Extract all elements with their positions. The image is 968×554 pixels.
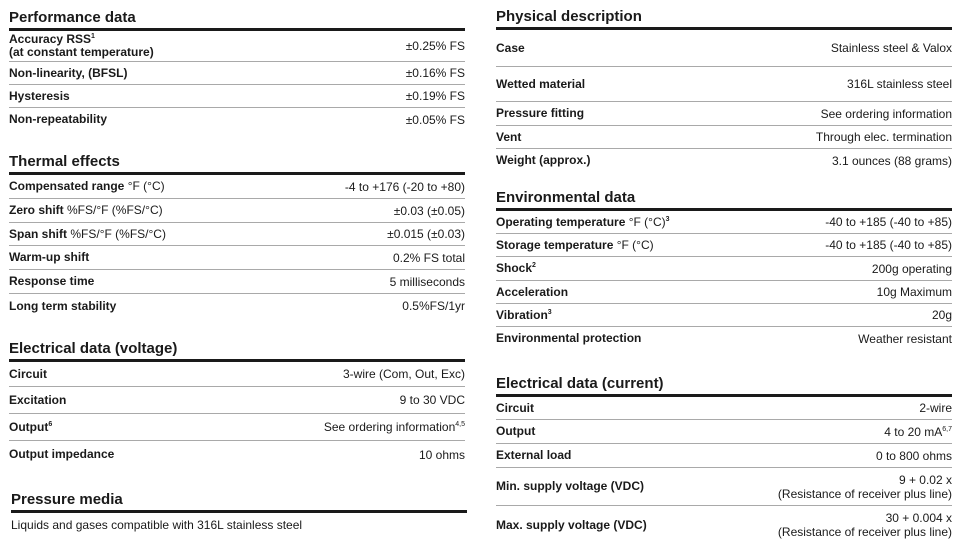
table-row	[9, 31, 465, 62]
row-value: 0.5%FS/1yr	[402, 299, 465, 313]
row-label: Vent	[496, 129, 522, 144]
row-label: Wetted material	[496, 76, 586, 91]
row-label: Non-repeatability	[9, 112, 108, 126]
table-row	[496, 126, 952, 149]
row-label: Shock$^2$	[496, 261, 536, 275]
row-value: 5 milliseconds	[389, 274, 465, 289]
table-row	[496, 234, 952, 257]
table-row	[9, 223, 465, 246]
table-row	[496, 444, 952, 468]
table-row	[496, 257, 952, 281]
row-label: Environmental protection	[496, 331, 642, 345]
table-row	[9, 175, 465, 199]
table-row	[496, 67, 952, 102]
row-label: Hysteresis	[9, 88, 70, 103]
thermal-section	[9, 152, 465, 318]
row-label: Vibration$^3$	[496, 307, 552, 322]
pressure-media-text: Liquids and gases compatible with 316L stainless steel	[11, 518, 303, 532]
table-row	[496, 102, 952, 126]
row-value: 30 + 0.004 x (Resistance of receiver plus line)	[777, 511, 952, 539]
row-value: 3.1 ounces (88 grams)	[831, 153, 952, 168]
table-row	[496, 397, 952, 420]
row-value: ±0.05% FS	[405, 112, 465, 127]
section-title: Electrical data (voltage)	[9, 340, 178, 357]
table-row	[9, 270, 465, 294]
physical-table	[496, 30, 952, 172]
row-label: Pressure fitting	[496, 106, 585, 120]
row-value: 2-wire	[919, 401, 952, 415]
section-title: Electrical data (current)	[496, 375, 664, 392]
electrical-voltage-section	[9, 339, 465, 468]
table-row	[9, 387, 465, 414]
table-row	[9, 362, 465, 387]
row-label: Output impedance	[9, 447, 115, 461]
row-value: See ordering information$^{4,5}$	[323, 420, 465, 434]
row-value: 10g Maximum	[876, 285, 952, 299]
row-value: 3-wire (Com, Out, Exc)	[342, 367, 465, 381]
row-label: Response time	[9, 274, 95, 288]
table-row	[9, 62, 465, 85]
row-label: Min. supply voltage (VDC)	[496, 479, 645, 493]
row-label: Output	[496, 424, 536, 438]
table-row	[9, 199, 465, 223]
table-row	[496, 281, 952, 304]
pressure-media-section	[11, 490, 467, 532]
table-row	[496, 149, 952, 172]
row-value: ±0.25% FS	[405, 39, 465, 53]
row-value: ±0.16% FS	[405, 66, 465, 80]
row-value: See ordering information	[820, 106, 952, 121]
table-row	[9, 414, 465, 441]
row-value: 9 to 30 VDC	[399, 393, 465, 407]
row-value: -4 to +176 (-20 to +80)	[344, 179, 465, 194]
performance-table	[9, 31, 465, 131]
row-label: Non-linearity, (BFSL)	[9, 65, 128, 80]
row-label: Acceleration	[496, 284, 569, 299]
row-label: Circuit	[9, 366, 48, 381]
table-row	[496, 327, 952, 350]
row-value: ±0.19% FS	[405, 89, 465, 103]
environmental-section	[496, 188, 952, 350]
row-label: Compensated range °F (°C)	[9, 179, 165, 193]
row-value: 4 to 20 mA$^{6,7}$	[884, 424, 952, 439]
electrical-current-table	[496, 397, 952, 544]
table-row	[9, 441, 465, 468]
row-label: Excitation	[9, 392, 67, 407]
table-row	[9, 246, 465, 270]
table-row	[496, 304, 952, 327]
row-label: Zero shift %FS/°F (%FS/°C)	[9, 203, 163, 217]
electrical-voltage-table	[9, 362, 465, 468]
row-value: 10 ohms	[418, 447, 465, 462]
row-label: Weight (approx.)	[496, 153, 591, 167]
table-row	[9, 294, 465, 318]
section-title: Environmental data	[496, 189, 636, 206]
row-value: Weather resistant	[858, 331, 952, 346]
environmental-table	[496, 211, 952, 350]
row-label: External load	[496, 448, 572, 462]
row-label: Accuracy RSS$^1$ (at constant temperature)	[9, 32, 154, 59]
electrical-current-section	[496, 374, 952, 544]
row-label: Long term stability	[9, 298, 117, 313]
row-label: Case	[496, 40, 525, 55]
table-row	[496, 211, 952, 234]
row-label: Operating temperature °F $(^\circ C)^3$	[496, 214, 670, 229]
row-value: 200g operating	[871, 261, 952, 276]
row-value: -40 to +185 (-40 to +85)	[825, 215, 952, 229]
row-value: Stainless steel & Valox	[830, 41, 952, 55]
row-label: Warm-up shift	[9, 250, 90, 264]
row-label: Span shift %FS/°F (%FS/°C)	[9, 226, 166, 241]
row-value: 20g	[931, 308, 952, 322]
row-label: Circuit	[496, 400, 535, 415]
row-value: -40 to +185 (-40 to +85)	[825, 238, 952, 252]
section-title: Thermal effects	[9, 153, 120, 170]
row-value: Through elec. termination	[815, 130, 952, 144]
row-value: ±0.015 (±0.03)	[387, 227, 465, 241]
table-row	[496, 506, 952, 544]
physical-section	[496, 7, 952, 172]
row-value: 9 + 0.02 x (Resistance of receiver plus line)	[777, 472, 952, 501]
performance-section	[9, 8, 465, 131]
table-row	[9, 108, 465, 131]
table-row	[9, 85, 465, 108]
row-label: Output$^6$	[9, 419, 53, 434]
row-value: 0 to 800 ohms	[875, 448, 952, 463]
row-value: 316L stainless steel	[847, 77, 952, 91]
section-title: Physical description	[496, 8, 642, 25]
table-row	[496, 30, 952, 67]
row-value: ±0.03 (±0.05)	[393, 203, 465, 218]
row-label: Max. supply voltage (VDC)	[496, 517, 647, 532]
row-value: 0.2% FS total	[392, 250, 465, 265]
thermal-table	[9, 175, 465, 318]
row-label: Storage temperature °F (°C)	[496, 237, 654, 252]
table-row	[496, 468, 952, 506]
table-row	[496, 420, 952, 444]
section-title: Performance data	[9, 9, 136, 26]
section-title: Pressure media	[11, 491, 123, 508]
